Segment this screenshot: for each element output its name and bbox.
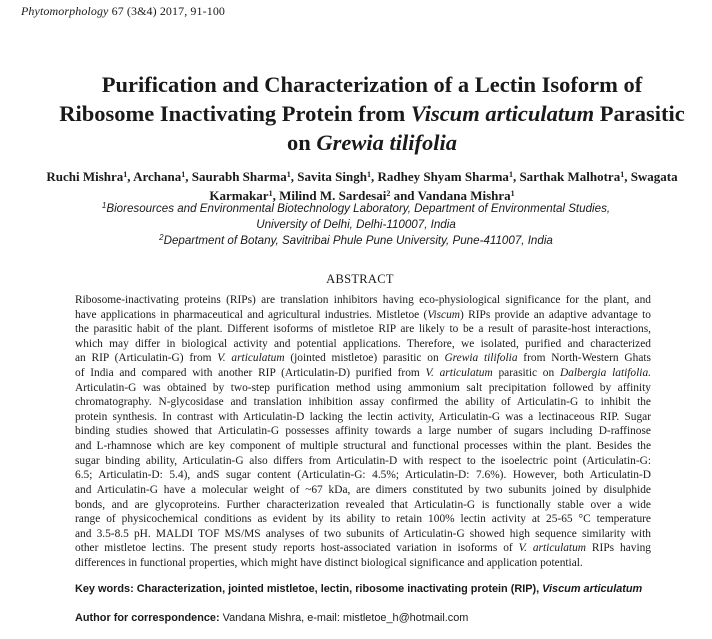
affiliation-mark: 1: [510, 189, 515, 198]
author-name: Sarthak Malhotra: [519, 169, 621, 184]
abstract-line: protein synthesis. In contrast with Articulatin-D lacking the lectin activity, Articulatin-G was a lectinaceous RIP. Sugar: [75, 410, 651, 423]
abstract-line: other mistletoe lectins. The present study reports host-associated variation in isoforms of V. articulatum RIPs having: [75, 542, 652, 555]
journal-name: Phytomorphology: [21, 4, 109, 18]
title-line-3: [40, 128, 704, 157]
journal-citation: [21, 4, 225, 19]
abstract-line: which may differ in biological activity and potential applications. Therefore, we isolated, purified and characterized: [75, 337, 651, 350]
author-name: Savita Singh: [297, 169, 367, 184]
abstract-line: and Articulatin-G have a molecular weight of ~67 kDa, are dimers constituted by two subunits joined by disulphide: [75, 483, 651, 496]
abstract-line: the parasitic habit of the plant. Different isoforms of mistletoe RIP are likely to be a result of parasite-host interactions,: [75, 323, 651, 336]
affiliation-mark: 1: [268, 189, 273, 198]
affiliation-number: 2: [159, 233, 164, 242]
affiliation-1-line-2: University of Delhi, Delhi-110007, India: [256, 218, 456, 231]
title-line-3-text: on: [286, 130, 317, 155]
author-list: [26, 167, 698, 205]
affiliation-mark: 1: [181, 170, 186, 179]
correspondence-text: Vandana Mishra, e-mail: mistletoe_h@hotmail.com: [219, 612, 469, 624]
author-line-2: Karmakar$^1$, Milind M. Sardesai$^2$ and Vandana Mishra$^1$: [209, 188, 515, 203]
abstract-line: and 3.5-8.5 pH. MALDI TOF MS/MS analyses of two subunits of Articulatin-G showed high sequence similarity with: [75, 527, 651, 540]
title-line-2: [40, 99, 704, 128]
affiliation-mark: 1: [366, 170, 371, 179]
author-name: Saurabh Sharma: [191, 169, 287, 184]
title-species-name: Viscum articulatum: [410, 101, 595, 126]
abstract-line: chromatography. N-glycosidase and translation inhibition assay confirmed the ability of Articulatin-G to inhibit the: [75, 396, 651, 409]
author-name: Vandana Mishra: [417, 188, 511, 203]
abstract-line: sugar binding ability, Articulatin-G also differs from Articulatin-D with respect to the isoelectric point (Articulatin-G:: [75, 454, 651, 467]
title-host-name: Grewia tilifolia: [316, 130, 457, 155]
author-correspondence: [75, 612, 635, 624]
affiliation-text: Bioresources and Environmental Biotechnology Laboratory, Department of Environmental Studies,: [106, 202, 611, 215]
affiliation-mark: 1: [123, 170, 128, 179]
correspondence-label: Author for correspondence:: [75, 612, 220, 624]
keywords: [75, 583, 655, 595]
title-line-2-text: Ribosome Inactivating Protein from: [59, 101, 411, 126]
abstract-line: Articulatin-G was obtained by two-step purification method using ammonium salt precipitation followed by affinity: [75, 381, 651, 394]
author-name: Milind M. Sardesai: [279, 188, 387, 203]
abstract-line: and L-rhamnose which are key component of multiple structural and functional processes within the plant. Besides the: [75, 440, 651, 453]
author-name: Radhey Shyam Sharma: [377, 169, 509, 184]
author-conjunction: and: [393, 188, 415, 203]
author-name: Archana: [133, 169, 182, 184]
abstract-line: of India and compared with another RIP (Articulatin-D) purified from V. articulatum parasitic on Dalbergia latifolia.: [75, 367, 651, 380]
affiliation-mark: 1: [286, 170, 291, 179]
paper-title: [40, 70, 704, 157]
affiliation-mark: 2: [386, 189, 391, 198]
affiliation-1-line-1: [0, 201, 712, 217]
keywords-text: Characterization, jointed mistletoe, lectin, ribosome inactivating protein (RIP),: [136, 583, 543, 595]
affiliation-mark: 1: [620, 170, 625, 179]
abstract-line: an RIP (Articulatin-G) from V. articulatum (jointed mistletoe) parasitic on Grewia tilifolia from North-Western Ghats: [75, 352, 651, 365]
affiliation-number: 1: [101, 201, 107, 210]
affiliation-text: Department of Botany, Savitribai Phule Pune University, Pune-411007, India: [163, 234, 553, 247]
title-line-1: Purification and Characterization of a Lectin Isoform of: [101, 72, 643, 97]
affiliation-mark: 1: [508, 170, 513, 179]
abstract-body: [75, 293, 651, 571]
title-line-2-end: Parasitic: [594, 101, 685, 126]
keywords-species: Viscum articulatum: [542, 583, 643, 595]
abstract-line: differences in functional properties, which might have distinct biological significance and application potential.: [75, 556, 583, 569]
abstract-line: bonds, and are glycoproteins. Further characterization revealed that Articulatin-G is functionally stable over a wide: [75, 498, 651, 511]
abstract-line: 6.5; Articulatin-D: 5.4), andS sugar content (Articulatin-G: 4.5%; Articulatin-D: 7.6%). However, both Articulatin-D: [75, 469, 651, 482]
author-name-part: Karmakar: [209, 188, 269, 203]
abstract-line: have applications in pharmaceutical and agricultural industries. Mistletoe (Viscum) RIPs provide an adaptive advantage to: [75, 308, 651, 321]
journal-volume-pages: 67 (3&4) 2017, 91-100: [111, 4, 226, 18]
affiliations: [0, 201, 712, 249]
author-line-1: Ruchi Mishra$^1$, Archana$^1$, Saurabh Sharma$^1$, Savita Singh$^1$, Radhey Shyam Sharma$^1$, Sarthak Malhotra$^1$, Swagata: [46, 169, 678, 184]
author-name-part: Swagata: [630, 169, 678, 184]
author-name: Ruchi Mishra: [46, 169, 124, 184]
abstract-line: Ribosome-inactivating proteins (RIPs) are translation inhibitors having eco-physiological significance for the plant, and: [75, 294, 651, 306]
abstract-line: range of physicochemical conditions as evident by its ability to retain 100% lectin activity at 25-65 °C temperature: [75, 513, 651, 526]
abstract-line: binding studies showed that Articulatin-G possesses affinity towards a large number of sugars including D-raffinose: [75, 425, 651, 438]
keywords-label: Key words:: [75, 583, 137, 595]
abstract-heading: ABSTRACT: [326, 272, 394, 286]
affiliation-2-line-1: [0, 233, 712, 249]
